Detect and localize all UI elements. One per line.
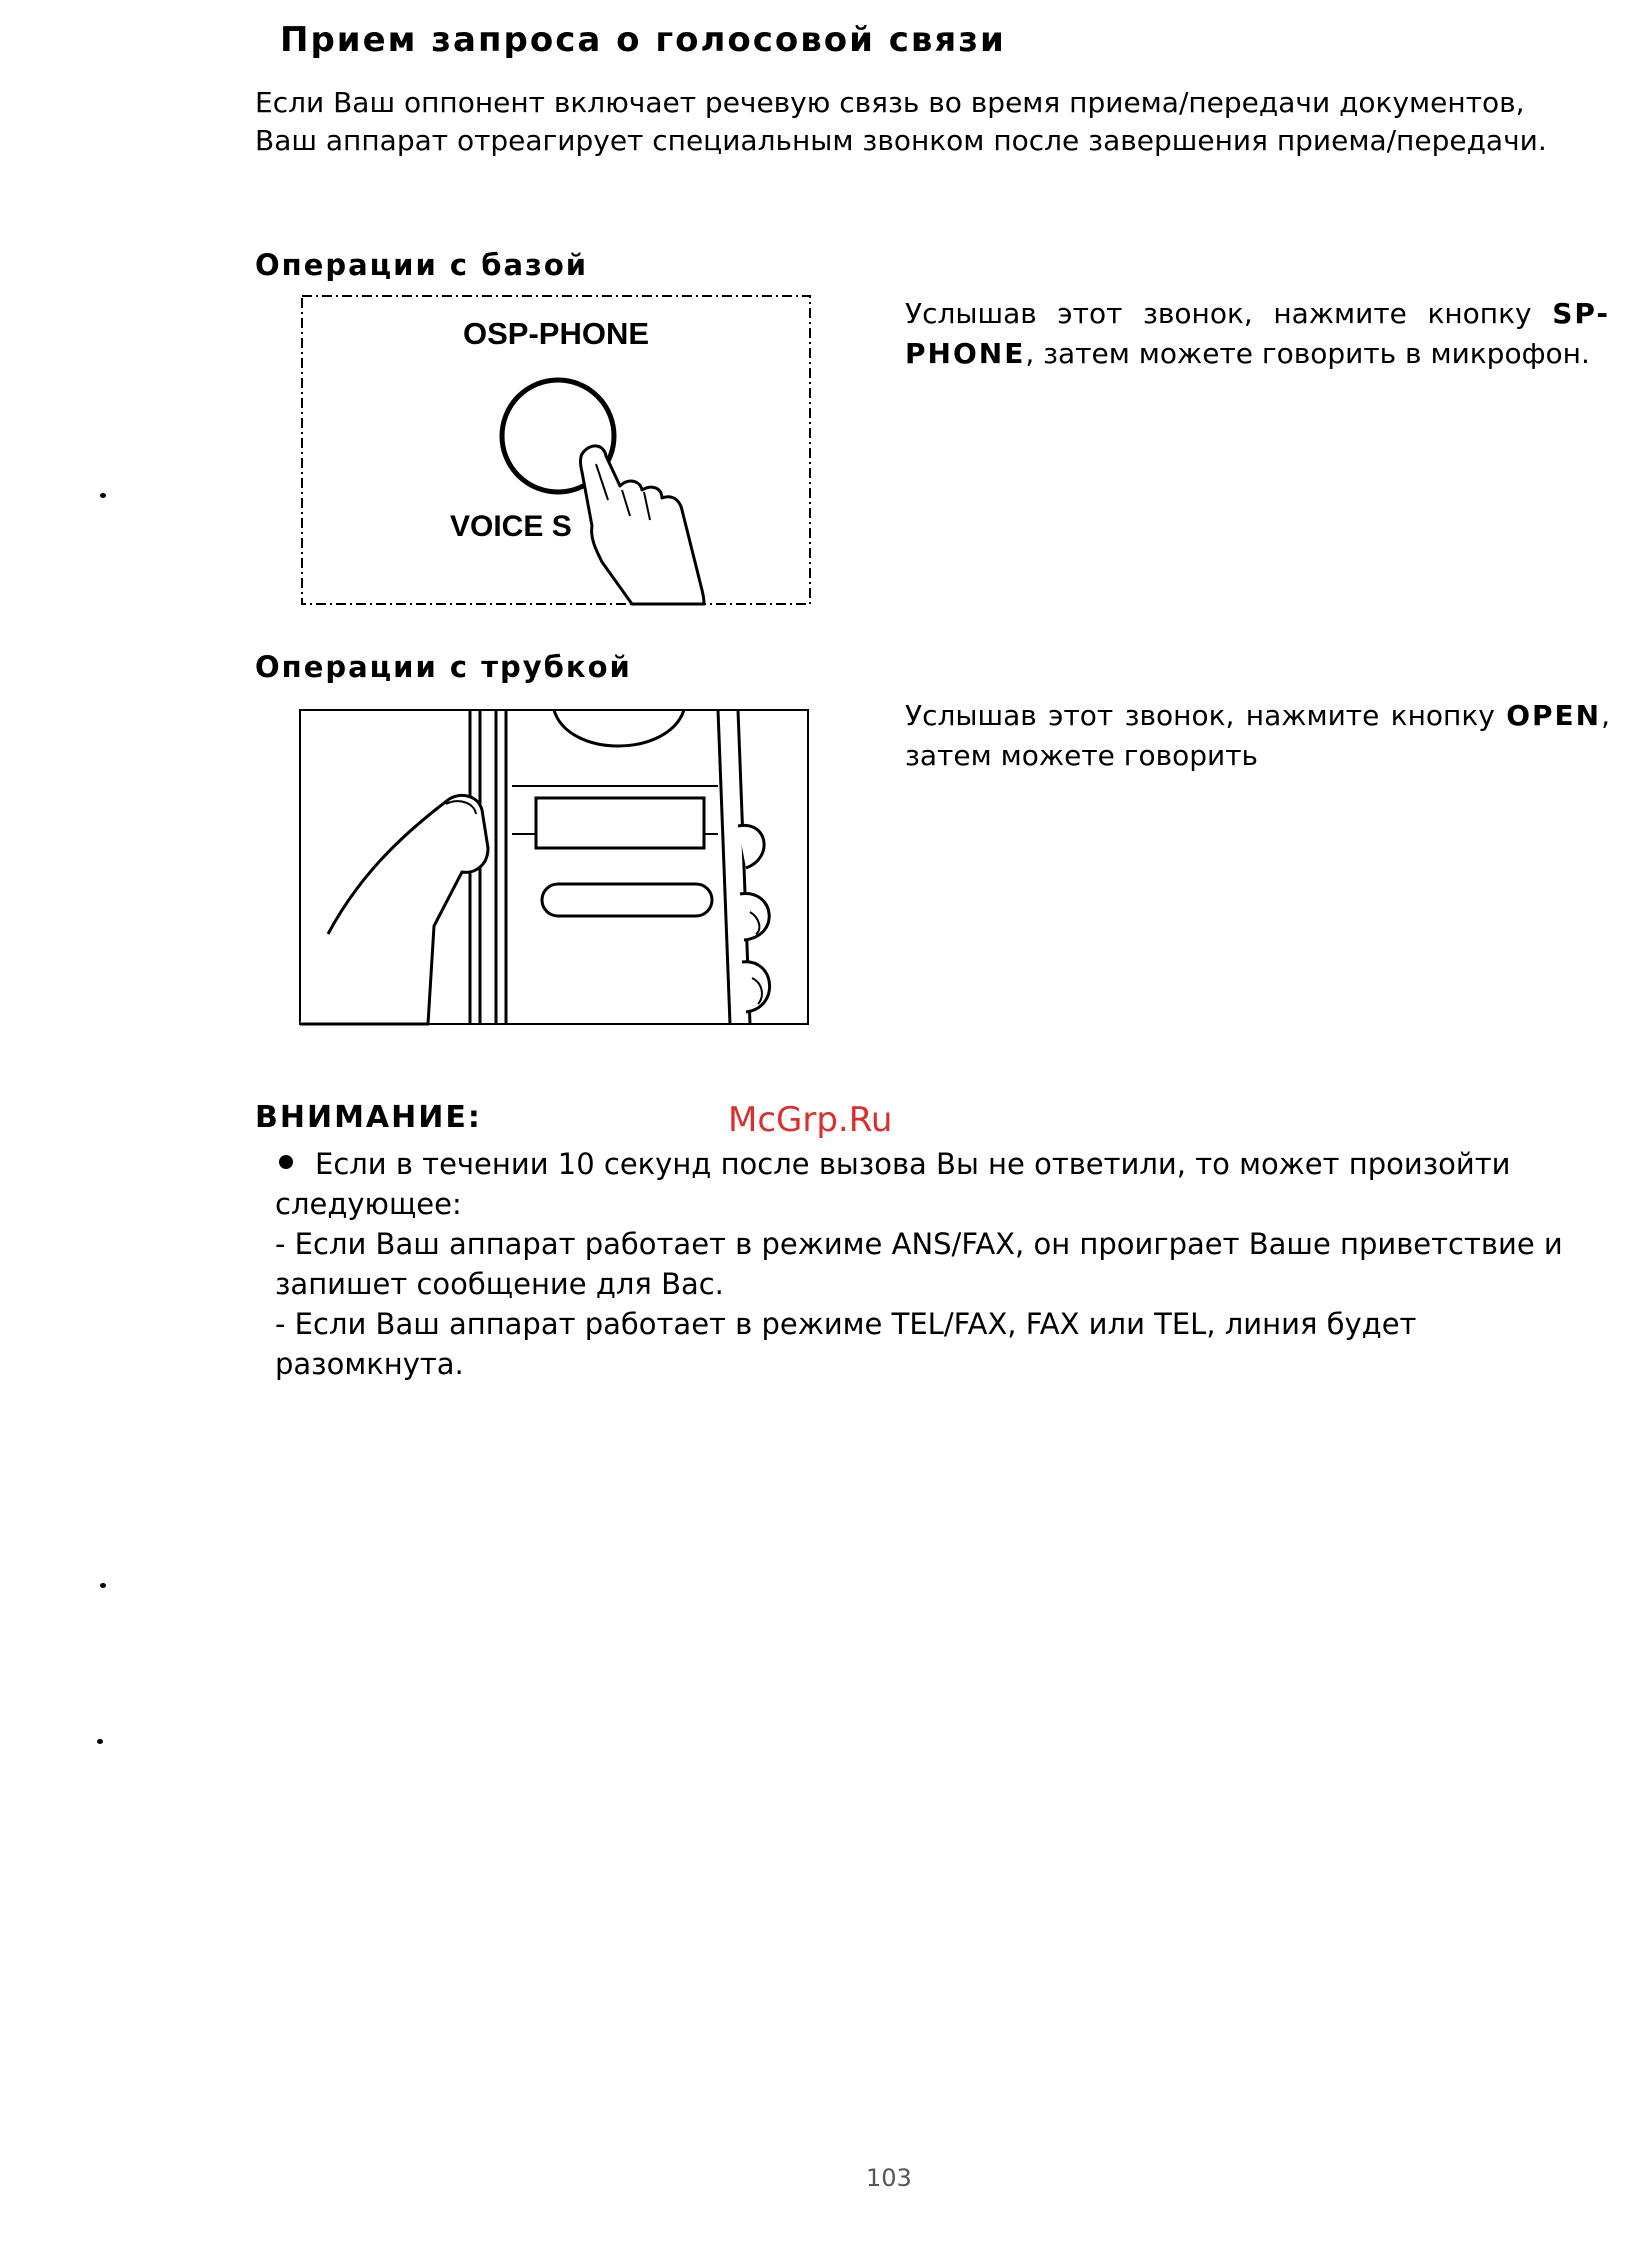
handset-display-icon — [536, 798, 704, 848]
scan-speck — [97, 1739, 103, 1744]
bullet-icon — [279, 1155, 293, 1169]
scan-speck — [100, 493, 106, 498]
sp-phone-button-illustration — [300, 294, 812, 606]
watermark: McGrp.Ru — [728, 1100, 893, 1140]
section-heading-handset: Операции с трубкой — [255, 650, 632, 684]
warning-item: Если в течении 10 секунд после вызова Вы не ответили, то может произойти следующее: — [275, 1147, 1511, 1221]
illustration-label-osp-phone: OSP-PHONE — [462, 316, 650, 351]
page-title: Прием запроса о голосовой связи — [280, 20, 1006, 60]
base-instruction: Услышав этот звонок, нажмите кнопку SP-PHONE, затем можете говорить в микрофон. — [905, 297, 1611, 370]
warning-block — [275, 1144, 1605, 1384]
warning-heading: ВНИМАНИЕ: — [255, 1100, 482, 1135]
section-heading-base: Операции с базой — [255, 248, 589, 282]
open-button-icon — [542, 884, 712, 916]
scan-speck — [100, 1583, 106, 1588]
handset-open-button-illustration — [298, 708, 810, 1026]
sp-phone-key-name: SP-PHONE — [905, 297, 1611, 370]
illustration-label-voice: VOICE S — [450, 510, 572, 543]
warning-line: - Если Ваш аппарат работает в режиме ANS/FAX, он проиграет Ваше приветствие и запишет сообщение для Вас. — [275, 1227, 1563, 1301]
pressing-hand-icon — [581, 446, 705, 604]
page-number: 103 — [866, 2164, 912, 2192]
intro-paragraph: Если Ваш оппонент включает речевую связь во время приема/передачи документов, Ваш аппарат отреагирует специальным звонком после завершения приема/передачи. — [255, 86, 1547, 157]
handset-instruction: Услышав этот звонок, нажмите кнопку OPEN, затем можете говорить — [905, 699, 1611, 772]
open-key-name: OPEN — [1506, 699, 1602, 732]
warning-line: - Если Ваш аппарат работает в режиме TEL/FAX, FAX или TEL, линия будет разомкнута. — [275, 1307, 1417, 1381]
holding-hand-icon — [300, 795, 488, 1024]
